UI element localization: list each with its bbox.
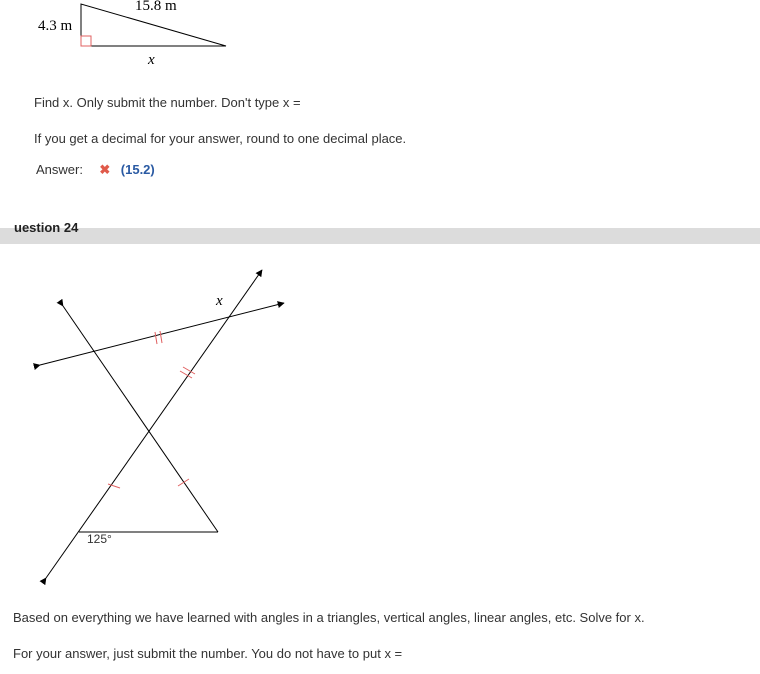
- leg-label: 4.3 m: [38, 18, 73, 34]
- hypotenuse-label: 15.8 m: [135, 0, 177, 14]
- angle-125-label: 125°: [87, 532, 112, 546]
- answer-label: Answer:: [36, 162, 83, 177]
- q23-prompt: Find x. Only submit the number. Don't type x =: [34, 95, 301, 110]
- answer-row: [36, 161, 155, 179]
- x-angle-label: x: [216, 293, 223, 309]
- submitted-answer: (15.2): [120, 162, 155, 177]
- incorrect-icon: ✖: [99, 162, 111, 177]
- q24-instruction: For your answer, just submit the number. You do not have to put x =: [13, 646, 403, 661]
- q24-prompt: Based on everything we have learned with angles in a triangles, vertical angles, linear angles, etc. Solve for x.: [13, 610, 645, 625]
- base-label: x: [148, 52, 155, 68]
- angles-figure: [0, 240, 320, 600]
- q23-rounding-note: If you get a decimal for your answer, round to one decimal place.: [34, 131, 407, 146]
- question-header: uestion 24: [14, 220, 79, 235]
